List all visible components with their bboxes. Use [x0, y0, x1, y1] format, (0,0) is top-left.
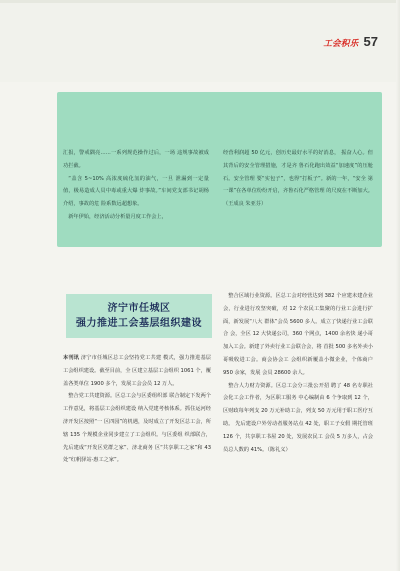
green-panel-paragraph: 经营利润超 50 亿元，创历史最好水平的好消息， 振奋人心。但其背后的安全管理措施，才是齐 鲁石化跑出效益“加速度”的压舱石。安全管理 要“实包子”，也得“打板子”。新的一年，“安全 第一课”在各单位纷纷开启，齐鲁石化严格管理 的尺度在不断加大。（王成良 朱亚芬）: [223, 150, 373, 208]
green-panel-paragraph: “盖含 5~10% 高浓度硫化氢的油气，一旦 泄漏到一定量值，极易造成人员中毒或重大爆 炸事故。”车间党支部书记胡杨介绍，事故的危 险系数远超想象。: [63, 175, 209, 208]
green-panel-right-column: [223, 147, 373, 211]
green-panel-left-column: [63, 147, 209, 224]
article-title-line-1: 济宁市任城区: [107, 303, 171, 314]
green-panel-paragraph: 汇报，警戒隅亮……一系列规范操作过后，一场 违规事故被成功拦截。: [63, 150, 209, 169]
page-top-edge: [0, 0, 400, 3]
article-title-line-2: 强力推进工会基层组织建设: [76, 318, 202, 329]
page-number: 57: [363, 34, 378, 49]
article-lead-label: 本刊讯: [63, 355, 80, 361]
article-paragraph: 整合党工共建资源。区总工会与区委组织部 联合制定下发两个工作意见，将基层工会组织建设 纳入党建考核体系。抓住运河经济开发区按照“一 区四园”的机遇，及时成立了开发区总工会，所辖 135 个规模企业同步建立了工会组织。与区委组 织部联合，先后建成“开发区党群之家”、济北商务 区“共享职工之家”和 43 处“红帆驿站·惠工之家”。: [63, 393, 211, 464]
article-lead-paragraph: [63, 352, 211, 390]
article-left-column: [63, 352, 211, 467]
page-header: [323, 34, 378, 49]
article-title-box: [66, 294, 212, 338]
green-panel-paragraph: 新年伊始，经济活动分析量月度工作会上，: [68, 213, 167, 220]
article-paragraph: 整合人力财力资源。区总工会分三批公开招 聘了 48 名专职社会化工会工作者，为区职工服务 中心编制由 6 个争取到 12 个，区财政每年列支 20 万元补助工会，列支 50 万元用于职工医疗互助。 先后建设户外劳动者服务站点 42 处，职工子女假 期托管班 126 个，共享职工书屋 20 处，发展农民工 会员 5 万多人，占会员总人数的 41%。（陈礼义）: [223, 382, 373, 453]
section-tag: 工会积乐: [323, 39, 359, 49]
article-lead-text: 济宁市任城区总工会坚持党工共建 模式，强力推进基层工会组织建设。截至目前，全 区建立基层工会组织 1061 个，覆盖各类单位 1900 多个，发展工会会员 12 万人。: [63, 355, 211, 387]
page-edge-shadow: [396, 0, 400, 571]
article-right-column: [223, 290, 373, 456]
article-paragraph: 整合区域行业资源。区总工会对经营达到 382 个应建未建企业会，行业进行攻坚突破，对 12 个农民工集聚的行业工会进行扩面，新发展“八大 群体”会员 5600 多人。成立了快递行业工会联合 会，全区 12 大快递公司，360 个网点，1400 余名快 递小哥加入工会。新建了外卖行业工会联合会，将 首批 500 多名外卖小哥吸收进工会。商会协会工 会组织新覆盖小微企业，个体商户 950 余家，发展 会员 28600 余人。: [223, 293, 373, 376]
